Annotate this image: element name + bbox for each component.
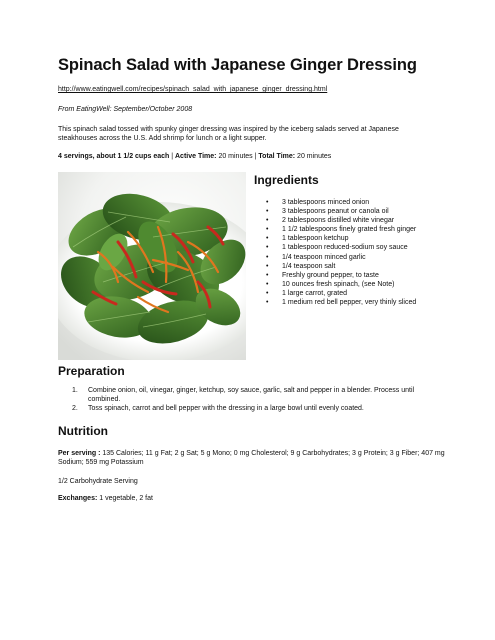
separator: | <box>169 153 175 160</box>
ingredients-list <box>262 198 416 307</box>
list-item: • 1 medium red bell pepper, very thinly sliced <box>262 298 416 307</box>
list-item: • 10 ounces fresh spinach, (see Note) <box>262 280 416 289</box>
step-text: Combine onion, oil, vinegar, ginger, ketchup, soy sauce, garlic, salt and pepper in a blender. Process until combined. <box>88 387 415 403</box>
list-item: • Freshly ground pepper, to taste <box>262 271 416 280</box>
preparation-steps <box>64 387 444 415</box>
exchanges-text: 1 vegetable, 2 fat <box>97 495 153 502</box>
carbohydrate-serving: 1/2 Carbohydrate Serving <box>58 478 138 485</box>
nutrition-facts <box>58 449 448 467</box>
list-item: • 1 tablespoon reduced-sodium soy sauce <box>262 243 416 252</box>
ingredients-heading: Ingredients <box>254 173 319 187</box>
active-time-value: 20 minutes <box>216 153 253 160</box>
salad-photo <box>58 172 246 360</box>
source-line: From EatingWell: September/October 2008 <box>58 106 193 113</box>
intro-paragraph: This spinach salad tossed with spunky ginger dressing was inspired by the iceberg salads served at Japanese steakhouses across the U.S. Add shrimp for lunch or a light supper. <box>58 126 399 142</box>
active-time-label: Active Time: <box>175 153 217 160</box>
servings-line <box>58 153 331 160</box>
per-serving-label: Per serving : <box>58 450 101 457</box>
list-item: • 1 1/2 tablespoons finely grated fresh ginger <box>262 225 416 234</box>
servings-amount: 4 servings, about 1 1/2 cups each <box>58 153 170 160</box>
recipe-url-link[interactable]: http://www.eatingwell.com/recipes/spinach_salad_with_japanese_ginger_dressing.html <box>58 86 328 93</box>
exchanges-label: Exchanges: <box>58 495 98 502</box>
step-text: Toss spinach, carrot and bell pepper with the dressing in a large bowl until evenly coated. <box>88 405 364 413</box>
list-item: • 1 large carrot, grated <box>262 289 416 298</box>
total-time-value: 20 minutes <box>295 153 332 160</box>
total-time-label: Total Time: <box>258 153 296 160</box>
list-item: • 2 tablespoons distilled white vinegar <box>262 216 416 225</box>
step-item <box>64 405 444 414</box>
nutrition-heading: Nutrition <box>58 424 108 438</box>
step-number: 1. <box>72 387 78 394</box>
list-item: • 1/4 teaspoon salt <box>262 262 416 271</box>
page-title: Spinach Salad with Japanese Ginger Dressing <box>58 56 417 74</box>
preparation-heading: Preparation <box>58 364 125 378</box>
list-item: • 1 tablespoon ketchup <box>262 234 416 243</box>
list-item: • 3 tablespoons peanut or canola oil <box>262 207 416 216</box>
exchanges-line <box>58 495 153 502</box>
per-serving-text: 135 Calories; 11 g Fat; 2 g Sat; 5 g Mono; 0 mg Cholesterol; 9 g Carbohydrates; 3 g Protein; 3 g Fiber; 407 mg Sodium; 559 mg Potassium <box>58 450 445 466</box>
list-item: • 1/4 teaspoon minced garlic <box>262 253 416 262</box>
separator: | <box>252 153 259 160</box>
list-item: • 3 tablespoons minced onion <box>262 198 416 207</box>
step-number: 2. <box>72 405 78 413</box>
step-item <box>64 387 444 404</box>
